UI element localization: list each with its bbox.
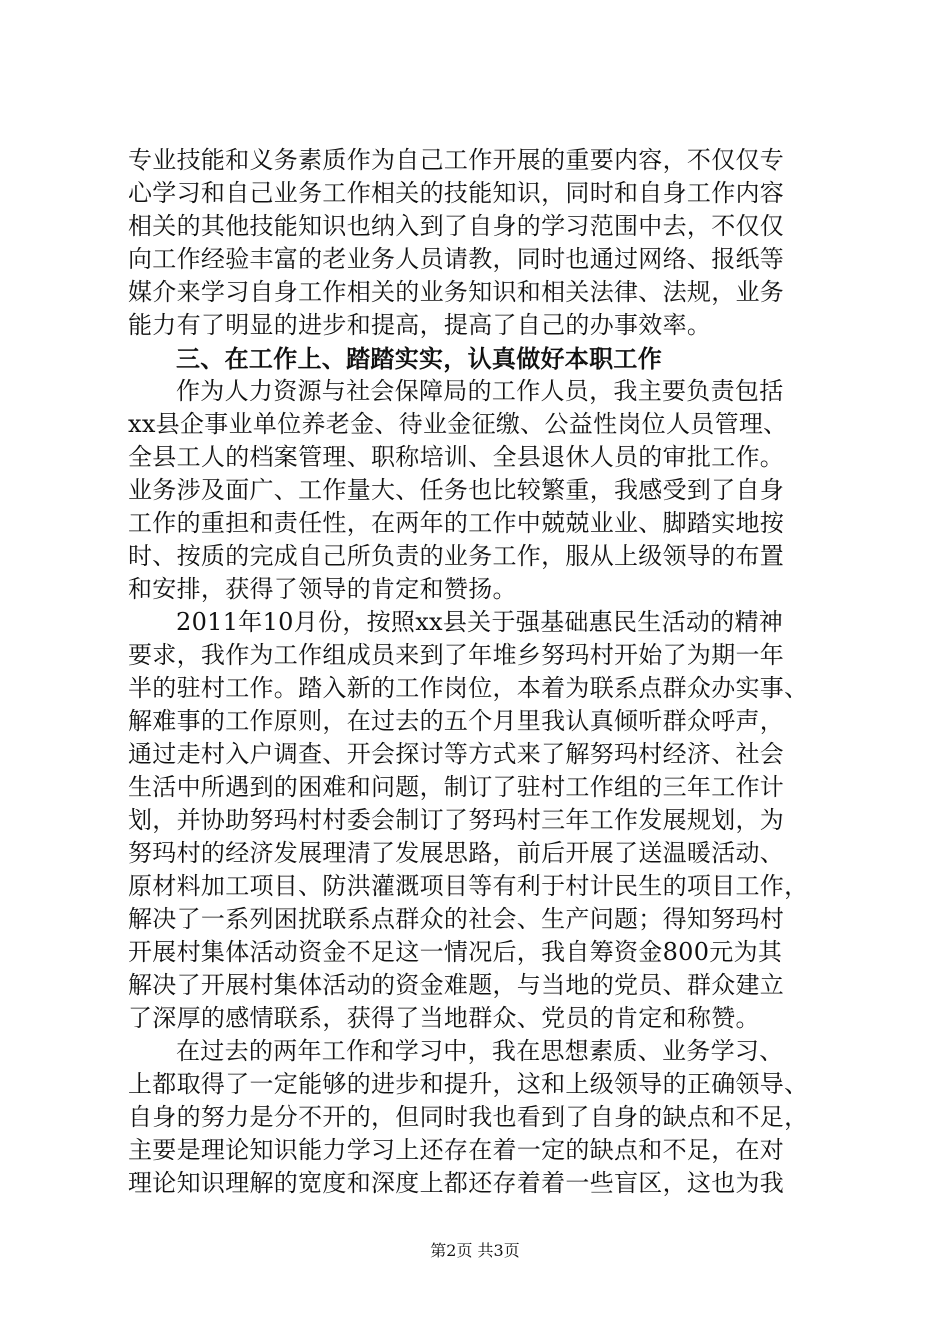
body-text-line: 和安排，获得了领导的肯定和赞扬。: [128, 575, 517, 603]
body-text-line: 了深厚的感情联系，获得了当地群众、党员的肯定和称赞。: [128, 1004, 760, 1032]
body-text-line: 作为人力资源与社会保障局的工作人员，我主要负责包括: [176, 377, 784, 405]
body-text-line: 在过去的两年工作和学习中，我在思想素质、业务学习、: [176, 1037, 784, 1065]
body-text-line: 努玛村的经济发展理清了发展思路，前后开展了送温暖活动、: [128, 839, 785, 867]
body-text-line: 划，并协助努玛村村委会制订了努玛村三年工作发展规划，为: [128, 806, 785, 834]
body-text-line: 工作的重担和责任性，在两年的工作中兢兢业业、脚踏实地按: [128, 509, 785, 537]
body-text-line: 媒介来学习自身工作相关的业务知识和相关法律、法规，业务: [128, 278, 785, 306]
body-text-line: 能力有了明显的进步和提高，提高了自己的办事效率。: [128, 311, 712, 339]
body-text-line: xx县企事业单位养老金、待业金征缴、公益性岗位人员管理、: [128, 410, 788, 438]
body-text-line: 2011年10月份，按照xx县关于强基础惠民生活动的精神: [176, 608, 784, 636]
body-text-line: 理论知识理解的宽度和深度上都还存着着一些盲区，这也为我: [128, 1169, 785, 1197]
document-body: [128, 144, 828, 1200]
body-text-line: 开展村集体活动资金不足这一情况后，我自筹资金800元为其: [128, 938, 783, 966]
body-text-line: 主要是理论知识能力学习上还存在着一定的缺点和不足，在对: [128, 1136, 785, 1164]
body-text-line: 生活中所遇到的困难和问题，制订了驻村工作组的三年工作计: [128, 773, 785, 801]
body-text-line: 半的驻村工作。踏入新的工作岗位，本着为联系点群众办实事、: [128, 674, 809, 702]
section-heading: 三、在工作上、踏踏实实，认真做好本职工作: [176, 344, 662, 373]
body-text-line: 原材料加工项目、防洪灌溉项目等有利于村计民生的项目工作，: [128, 872, 809, 900]
body-text-line: 解决了一系列困扰联系点群众的社会、生产问题；得知努玛村: [128, 905, 785, 933]
body-text-line: 时、按质的完成自己所负责的业务工作，服从上级领导的布置: [128, 542, 785, 570]
body-text-line: 向工作经验丰富的老业务人员请教，同时也通过网络、报纸等: [128, 245, 785, 273]
body-text-line: 解难事的工作原则，在过去的五个月里我认真倾听群众呼声，: [128, 707, 785, 735]
body-text-line: 解决了开展村集体活动的资金难题，与当地的党员、群众建立: [128, 971, 785, 999]
page-footer: 第2页 共3页: [430, 1241, 520, 1260]
body-text-line: 要求，我作为工作组成员来到了年堆乡努玛村开始了为期一年: [128, 641, 785, 669]
body-text-line: 上都取得了一定能够的进步和提升，这和上级领导的正确领导、: [128, 1070, 809, 1098]
body-text-line: 自身的努力是分不开的，但同时我也看到了自身的缺点和不足，: [128, 1103, 809, 1131]
body-text-line: 相关的其他技能知识也纳入到了自身的学习范围中去，不仅仅: [128, 212, 785, 240]
body-text-line: 全县工人的档案管理、职称培训、全县退休人员的审批工作。: [128, 443, 785, 471]
body-text-line: 通过走村入户调查、开会探讨等方式来了解努玛村经济、社会: [128, 740, 785, 768]
body-text-line: 心学习和自己业务工作相关的技能知识，同时和自身工作内容: [128, 179, 785, 207]
body-text-line: 专业技能和义务素质作为自己工作开展的重要内容，不仅仅专: [128, 146, 785, 174]
body-text-line: 业务涉及面广、工作量大、任务也比较繁重，我感受到了自身: [128, 476, 785, 504]
